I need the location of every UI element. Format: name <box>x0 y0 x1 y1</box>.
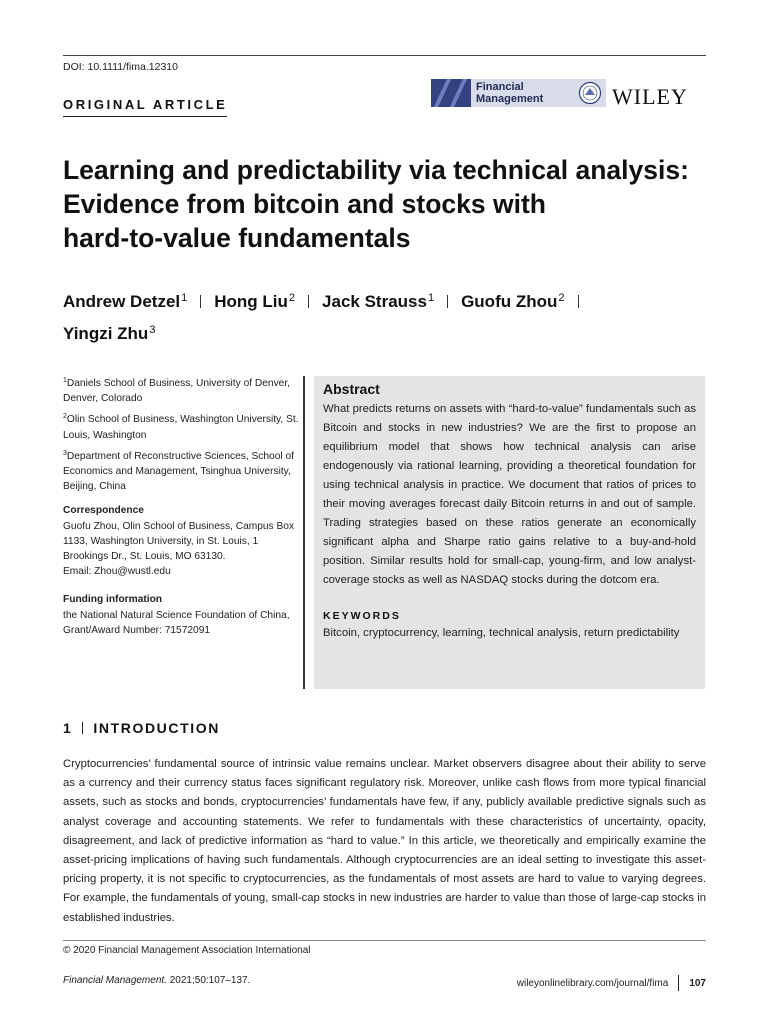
footer-rule <box>63 940 706 941</box>
abstract-box <box>314 376 705 689</box>
affiliation: $^1$Daniels School of Business, University of Denver, Denver, Colorado <box>63 377 291 405</box>
logo-text <box>471 79 574 107</box>
publisher-logo[interactable]: WILEY <box>612 84 688 109</box>
abstract-heading: Abstract <box>323 381 380 397</box>
affiliation: $^3$Department of Reconstructive Sciences, School of Economics and Management, Tsinghua University, Beijing, China <box>63 449 294 493</box>
article-type-label: ORIGINAL ARTICLE <box>63 97 227 117</box>
section-separator <box>82 722 83 734</box>
citation <box>63 975 250 986</box>
title-line-2: Evidence from bitcoin and stocks with <box>63 189 546 219</box>
title-line-3: hard-to-value fundamentals <box>63 223 411 253</box>
author-link[interactable]: Yingzi Zhu$^3$ <box>63 324 156 343</box>
abstract-text: What predicts returns on assets with “hard-to-value” fundamentals such as Bitcoin and stocks in new industries? We are the first to propose an equilibrium model that shows how technical analysis can arise endogenously via rational learning, providing a theoretical foundation for using technical analysis in practice. We document that ratios of prices to their moving averages forecast daily Bitcoin returns in and out of sample. Trading strategies based on these ratios generate an economically significant alpha and Sharpe ratio gains relative to a buy-and-hold position. Similar results hold for small-cap, young-firm, and low analyst-coverage stocks as well as NASDAQ stocks during the dotcom era. <box>323 403 696 586</box>
section-title: INTRODUCTION <box>93 720 220 736</box>
journal-url-link[interactable]: wileyonlinelibrary.com/journal/fima <box>516 977 669 989</box>
affiliation: $^2$Olin School of Business, Washington University, St. Louis, Washington <box>63 413 299 441</box>
author-link[interactable]: Hong Liu$^2$ <box>214 292 296 311</box>
section-number: 1 <box>63 720 73 736</box>
correspondence-label: Correspondence <box>63 505 144 517</box>
author-list <box>63 284 703 348</box>
article-title <box>63 153 713 255</box>
logo-stripe-graphic <box>431 79 471 107</box>
funding-text: the National Natural Science Foundation of China, Grant/Award Number: 71572091 <box>63 609 290 636</box>
footer-separator <box>678 975 679 991</box>
correspondence-text: Guofu Zhou, Olin School of Business, Campus Box 1133, Washington University, in St. Louis, 1 Brookings Dr., St. Louis, MO 63130. <box>63 520 295 563</box>
author-link[interactable]: Jack Strauss$^1$ <box>322 292 435 311</box>
title-line-1: Learning and predictability via technical analysis: <box>63 155 689 185</box>
journal-name: Financial Management. <box>63 975 167 986</box>
top-rule <box>63 55 706 56</box>
logo-line-2: Management <box>476 93 544 105</box>
article-info-column <box>63 373 299 638</box>
author-link[interactable]: Guofu Zhou$^2$ <box>461 292 565 311</box>
funding-label: Funding information <box>63 594 163 606</box>
page-number: 107 <box>689 977 706 989</box>
keywords-heading: KEYWORDS <box>323 610 401 622</box>
author-separator <box>447 295 448 308</box>
keywords-text: Bitcoin, cryptocurrency, learning, technical analysis, return predictability <box>323 627 680 639</box>
author-link[interactable]: Andrew Detzel$^1$ <box>63 292 188 311</box>
fma-seal-icon <box>574 79 606 107</box>
section-heading <box>63 720 220 736</box>
logo-line-1: Financial <box>476 81 524 93</box>
doi[interactable]: DOI: 10.1111/fima.12310 <box>63 61 178 73</box>
author-separator <box>200 295 201 308</box>
citation-details: 2021;50:107–137. <box>166 975 251 986</box>
footer-right <box>517 975 706 991</box>
author-separator <box>578 295 579 308</box>
correspondence-email[interactable]: Email: Zhou@wustl.edu <box>63 566 171 578</box>
copyright-notice: © 2020 Financial Management Association International <box>63 945 311 956</box>
author-separator <box>308 295 309 308</box>
introduction-paragraph: Cryptocurrencies’ fundamental source of intrinsic value remains unclear. Market observers disagree about their ability to serve as a currency and their currency status faces significant regulatory risk. Moreover, unlike cash flows from more typical financial assets, such as stocks and bonds, cryptocurrencies’ fundamentals have few, if any, publicly available predictive signals such as analyst coverage and accounting statements. We refer to fundamentals with these characteristics of uncertainty, opacity, disagreement, and lack of predictive information as “hard to value.” In this article, we theoretically and empirically examine the asset-pricing implications of having such fundamentals. Although cryptocurrencies are an ideal setting to investigate this asset-pricing property, it is not specific to cryptocurrencies, as the fundamentals of most assets are hard to value to varying degrees. For example, the fundamentals of young, small-cap stocks in new industries are harder to value than those of large-cap stocks in established industries. <box>63 758 707 924</box>
column-divider <box>303 376 305 689</box>
journal-logo[interactable] <box>431 79 606 107</box>
